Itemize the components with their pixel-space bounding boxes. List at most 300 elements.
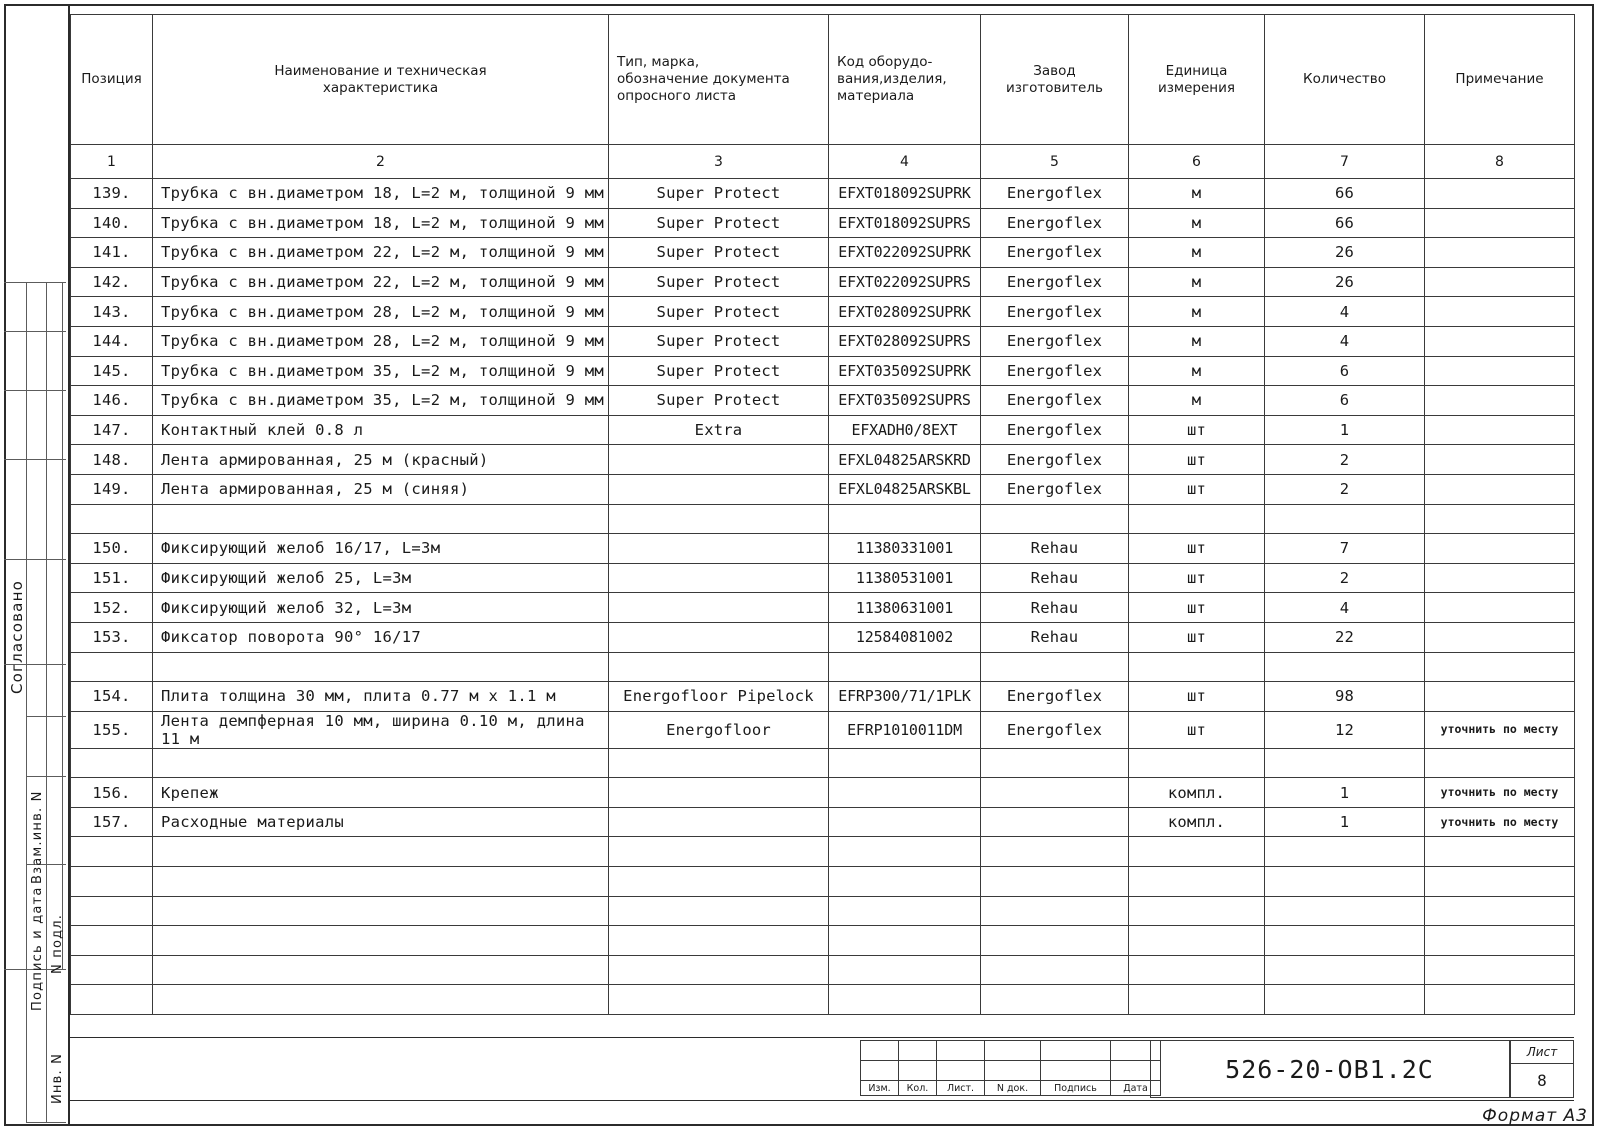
revision-cell[interactable] bbox=[985, 1041, 1041, 1061]
cell-code[interactable] bbox=[829, 504, 981, 534]
table-row bbox=[71, 415, 1575, 445]
cell-unit[interactable] bbox=[1129, 504, 1265, 534]
cell-position[interactable]: 157. bbox=[71, 807, 153, 837]
cell-manufacturer[interactable]: Energoflex bbox=[981, 267, 1129, 297]
header-equipment-code: Код оборудо- вания,изделия, материала bbox=[829, 15, 981, 145]
cell-code[interactable] bbox=[829, 955, 981, 985]
cell-position[interactable]: 155. bbox=[71, 711, 153, 748]
cell-code[interactable]: EFXADH0/8EXT bbox=[829, 415, 981, 445]
cell-position[interactable] bbox=[71, 867, 153, 897]
cell-note[interactable]: уточнить по месту bbox=[1425, 807, 1575, 837]
cell-code[interactable] bbox=[829, 807, 981, 837]
header-manufacturer: Завод изготовитель bbox=[981, 15, 1129, 145]
cell-note[interactable] bbox=[1425, 179, 1575, 209]
table-row bbox=[71, 926, 1575, 956]
cell-quantity[interactable]: 26 bbox=[1265, 238, 1425, 268]
cell-quantity[interactable] bbox=[1265, 985, 1425, 1015]
cell-note[interactable] bbox=[1425, 837, 1575, 867]
cell-name[interactable] bbox=[153, 837, 609, 867]
revision-label-list: Лист. bbox=[937, 1081, 985, 1096]
cell-position[interactable]: 153. bbox=[71, 622, 153, 652]
cell-name[interactable]: Трубка с вн.диаметром 35, L=2 м, толщиной 9 мм bbox=[153, 386, 609, 416]
cell-type[interactable] bbox=[609, 778, 829, 808]
cell-quantity[interactable] bbox=[1265, 926, 1425, 956]
cell-type[interactable] bbox=[609, 837, 829, 867]
cell-code[interactable]: 11380631001 bbox=[829, 593, 981, 623]
table-row bbox=[71, 593, 1575, 623]
cell-name[interactable]: Лента армированная, 25 м (красный) bbox=[153, 445, 609, 475]
cell-manufacturer[interactable]: Energoflex bbox=[981, 711, 1129, 748]
cell-name[interactable]: Расходные материалы bbox=[153, 807, 609, 837]
cell-name[interactable]: Трубка с вн.диаметром 28, L=2 м, толщиной 9 мм bbox=[153, 297, 609, 327]
cell-code[interactable]: 11380531001 bbox=[829, 563, 981, 593]
cell-unit[interactable]: шт bbox=[1129, 445, 1265, 475]
cell-type[interactable] bbox=[609, 748, 829, 778]
revision-cell[interactable] bbox=[861, 1061, 899, 1081]
colnum-2: 2 bbox=[153, 145, 609, 179]
cell-note[interactable] bbox=[1425, 955, 1575, 985]
cell-unit[interactable] bbox=[1129, 896, 1265, 926]
colnum-4: 4 bbox=[829, 145, 981, 179]
cell-note[interactable] bbox=[1425, 356, 1575, 386]
cell-manufacturer[interactable] bbox=[981, 837, 1129, 867]
cell-position[interactable]: 139. bbox=[71, 179, 153, 209]
cell-position[interactable]: 142. bbox=[71, 267, 153, 297]
cell-manufacturer[interactable]: Energoflex bbox=[981, 386, 1129, 416]
cell-quantity[interactable] bbox=[1265, 867, 1425, 897]
cell-note[interactable] bbox=[1425, 297, 1575, 327]
cell-note[interactable] bbox=[1425, 267, 1575, 297]
left-stamp-column bbox=[4, 4, 70, 1126]
cell-note[interactable] bbox=[1425, 622, 1575, 652]
cell-type[interactable] bbox=[609, 504, 829, 534]
cell-manufacturer[interactable]: Energoflex bbox=[981, 179, 1129, 209]
cell-quantity[interactable]: 4 bbox=[1265, 297, 1425, 327]
table-row bbox=[71, 807, 1575, 837]
cell-manufacturer[interactable]: Energoflex bbox=[981, 326, 1129, 356]
cell-type[interactable]: Super Protect bbox=[609, 179, 829, 209]
cell-unit[interactable] bbox=[1129, 867, 1265, 897]
cell-quantity[interactable] bbox=[1265, 748, 1425, 778]
cell-position[interactable]: 147. bbox=[71, 415, 153, 445]
cell-type[interactable] bbox=[609, 807, 829, 837]
cell-name[interactable] bbox=[153, 896, 609, 926]
table-row bbox=[71, 179, 1575, 209]
cell-quantity[interactable]: 26 bbox=[1265, 267, 1425, 297]
cell-unit[interactable] bbox=[1129, 837, 1265, 867]
cell-quantity[interactable] bbox=[1265, 504, 1425, 534]
revision-cell[interactable] bbox=[937, 1061, 985, 1081]
cell-position[interactable]: 146. bbox=[71, 386, 153, 416]
cell-unit[interactable]: м bbox=[1129, 179, 1265, 209]
cell-position[interactable]: 156. bbox=[71, 778, 153, 808]
cell-type[interactable] bbox=[609, 926, 829, 956]
colnum-8: 8 bbox=[1425, 145, 1575, 179]
cell-unit[interactable]: шт bbox=[1129, 415, 1265, 445]
cell-name[interactable]: Лента армированная, 25 м (синяя) bbox=[153, 474, 609, 504]
cell-manufacturer[interactable]: Energoflex bbox=[981, 297, 1129, 327]
cell-name[interactable]: Трубка с вн.диаметром 22, L=2 м, толщиной 9 мм bbox=[153, 267, 609, 297]
cell-code[interactable]: EFXT018092SUPRK bbox=[829, 179, 981, 209]
cell-note[interactable] bbox=[1425, 896, 1575, 926]
cell-quantity[interactable]: 6 bbox=[1265, 386, 1425, 416]
cell-position[interactable]: 151. bbox=[71, 563, 153, 593]
cell-unit[interactable]: м bbox=[1129, 208, 1265, 238]
cell-name[interactable]: Фиксирующий желоб 16/17, L=3м bbox=[153, 534, 609, 564]
cell-manufacturer[interactable]: Energoflex bbox=[981, 445, 1129, 475]
cell-note[interactable] bbox=[1425, 926, 1575, 956]
label-soglasovano: Согласовано bbox=[8, 580, 26, 694]
cell-unit[interactable]: м bbox=[1129, 238, 1265, 268]
cell-type[interactable]: Super Protect bbox=[609, 208, 829, 238]
revision-cell[interactable] bbox=[985, 1061, 1041, 1081]
cell-quantity[interactable]: 6 bbox=[1265, 356, 1425, 386]
cell-quantity[interactable] bbox=[1265, 896, 1425, 926]
cell-quantity[interactable]: 4 bbox=[1265, 593, 1425, 623]
cell-quantity[interactable] bbox=[1265, 652, 1425, 682]
cell-code[interactable]: EFXL04825ARSKBL bbox=[829, 474, 981, 504]
cell-unit[interactable]: шт bbox=[1129, 474, 1265, 504]
table-row bbox=[71, 985, 1575, 1015]
cell-quantity[interactable]: 2 bbox=[1265, 474, 1425, 504]
cell-name[interactable]: Фиксирующий желоб 25, L=3м bbox=[153, 563, 609, 593]
cell-name[interactable]: Трубка с вн.диаметром 22, L=2 м, толщиной 9 мм bbox=[153, 238, 609, 268]
table-row bbox=[71, 711, 1575, 748]
cell-note[interactable] bbox=[1425, 504, 1575, 534]
cell-type[interactable]: Super Protect bbox=[609, 238, 829, 268]
cell-name[interactable]: Лента демпферная 10 мм, ширина 0.10 м, длина 11 м bbox=[153, 711, 609, 748]
cell-note[interactable]: уточнить по месту bbox=[1425, 711, 1575, 748]
table-row bbox=[71, 896, 1575, 926]
cell-note[interactable] bbox=[1425, 652, 1575, 682]
table-row bbox=[71, 778, 1575, 808]
cell-name[interactable] bbox=[153, 926, 609, 956]
cell-name[interactable]: Контактный клей 0.8 л bbox=[153, 415, 609, 445]
header-type-mark: Тип, марка, обозначение документа опросного листа bbox=[609, 15, 829, 145]
cell-note[interactable] bbox=[1425, 474, 1575, 504]
column-number-row bbox=[71, 145, 1575, 179]
cell-name[interactable] bbox=[153, 504, 609, 534]
revision-cell[interactable] bbox=[1041, 1061, 1111, 1081]
table-row bbox=[71, 386, 1575, 416]
sheet-label: Лист bbox=[1511, 1041, 1573, 1064]
table-row bbox=[71, 267, 1575, 297]
cell-type[interactable] bbox=[609, 534, 829, 564]
cell-manufacturer[interactable] bbox=[981, 955, 1129, 985]
cell-code[interactable]: EFXT028092SUPRS bbox=[829, 326, 981, 356]
table-row bbox=[71, 356, 1575, 386]
cell-quantity[interactable]: 1 bbox=[1265, 778, 1425, 808]
cell-name[interactable] bbox=[153, 748, 609, 778]
cell-unit[interactable]: м bbox=[1129, 326, 1265, 356]
colnum-3: 3 bbox=[609, 145, 829, 179]
cell-note[interactable] bbox=[1425, 682, 1575, 712]
cell-type[interactable] bbox=[609, 896, 829, 926]
table-row bbox=[71, 326, 1575, 356]
cell-type[interactable]: Energofloor Pipelock bbox=[609, 682, 829, 712]
cell-position[interactable]: 140. bbox=[71, 208, 153, 238]
cell-manufacturer[interactable] bbox=[981, 652, 1129, 682]
cell-quantity[interactable] bbox=[1265, 955, 1425, 985]
cell-note[interactable] bbox=[1425, 985, 1575, 1015]
cell-code[interactable] bbox=[829, 652, 981, 682]
specification-table-wrapper bbox=[70, 14, 1574, 1024]
cell-name[interactable]: Фиксатор поворота 90° 16/17 bbox=[153, 622, 609, 652]
table-row bbox=[71, 445, 1575, 475]
title-block-top-rule bbox=[70, 1037, 1574, 1038]
cell-position[interactable]: 144. bbox=[71, 326, 153, 356]
label-podpis-i-data: Подпись и дата bbox=[30, 886, 45, 1011]
cell-manufacturer[interactable]: Energoflex bbox=[981, 238, 1129, 268]
cell-code[interactable]: EFXT022092SUPRS bbox=[829, 267, 981, 297]
cell-manufacturer[interactable] bbox=[981, 748, 1129, 778]
cell-note[interactable] bbox=[1425, 593, 1575, 623]
cell-type[interactable]: Super Protect bbox=[609, 326, 829, 356]
cell-code[interactable] bbox=[829, 896, 981, 926]
cell-name[interactable] bbox=[153, 867, 609, 897]
revision-label-data: Дата bbox=[1111, 1081, 1161, 1096]
cell-code[interactable] bbox=[829, 867, 981, 897]
left-stamp-rule bbox=[4, 282, 66, 283]
cell-quantity[interactable]: 98 bbox=[1265, 682, 1425, 712]
cell-unit[interactable]: компл. bbox=[1129, 778, 1265, 808]
cell-note[interactable] bbox=[1425, 415, 1575, 445]
cell-type[interactable]: Super Protect bbox=[609, 267, 829, 297]
cell-type[interactable] bbox=[609, 622, 829, 652]
cell-name[interactable] bbox=[153, 955, 609, 985]
revision-cell[interactable] bbox=[899, 1041, 937, 1061]
cell-manufacturer[interactable] bbox=[981, 504, 1129, 534]
cell-type[interactable]: Extra bbox=[609, 415, 829, 445]
colnum-6: 6 bbox=[1129, 145, 1265, 179]
revision-label-row bbox=[861, 1081, 1161, 1096]
cell-note[interactable] bbox=[1425, 238, 1575, 268]
cell-unit[interactable]: шт bbox=[1129, 534, 1265, 564]
cell-unit[interactable]: шт bbox=[1129, 682, 1265, 712]
cell-position[interactable] bbox=[71, 896, 153, 926]
cell-unit[interactable]: м bbox=[1129, 267, 1265, 297]
cell-unit[interactable] bbox=[1129, 652, 1265, 682]
cell-type[interactable] bbox=[609, 867, 829, 897]
table-row bbox=[71, 474, 1575, 504]
cell-position[interactable] bbox=[71, 748, 153, 778]
cell-code[interactable]: EFXT018092SUPRS bbox=[829, 208, 981, 238]
cell-quantity[interactable]: 2 bbox=[1265, 563, 1425, 593]
cell-manufacturer[interactable] bbox=[981, 985, 1129, 1015]
cell-name[interactable]: Трубка с вн.диаметром 28, L=2 м, толщиной 9 мм bbox=[153, 326, 609, 356]
format-label: Формат А3 bbox=[1482, 1106, 1588, 1126]
cell-position[interactable]: 149. bbox=[71, 474, 153, 504]
cell-quantity[interactable]: 4 bbox=[1265, 326, 1425, 356]
cell-position[interactable] bbox=[71, 504, 153, 534]
cell-note[interactable] bbox=[1425, 445, 1575, 475]
colnum-7: 7 bbox=[1265, 145, 1425, 179]
cell-type[interactable]: Super Protect bbox=[609, 297, 829, 327]
cell-name[interactable]: Трубка с вн.диаметром 18, L=2 м, толщиной 9 мм bbox=[153, 179, 609, 209]
cell-name[interactable]: Крепеж bbox=[153, 778, 609, 808]
cell-code[interactable]: EFXT028092SUPRK bbox=[829, 297, 981, 327]
revision-label-izm: Изм. bbox=[861, 1081, 899, 1096]
cell-code[interactable]: EFXT035092SUPRK bbox=[829, 356, 981, 386]
cell-position[interactable]: 150. bbox=[71, 534, 153, 564]
cell-unit[interactable]: шт bbox=[1129, 622, 1265, 652]
cell-code[interactable]: 12584081002 bbox=[829, 622, 981, 652]
cell-manufacturer[interactable]: Rehau bbox=[981, 593, 1129, 623]
cell-quantity[interactable]: 12 bbox=[1265, 711, 1425, 748]
cell-name[interactable]: Плита толщина 30 мм, плита 0.77 м х 1.1 м bbox=[153, 682, 609, 712]
table-row bbox=[71, 867, 1575, 897]
header-position: Позиция bbox=[71, 15, 153, 145]
colnum-1: 1 bbox=[71, 145, 153, 179]
table-row bbox=[71, 238, 1575, 268]
cell-code[interactable]: EFRP1010011DM bbox=[829, 711, 981, 748]
title-block-bottom-rule bbox=[70, 1100, 1574, 1101]
cell-note[interactable]: уточнить по месту bbox=[1425, 778, 1575, 808]
cell-code[interactable] bbox=[829, 926, 981, 956]
cell-manufacturer[interactable]: Energoflex bbox=[981, 682, 1129, 712]
table-row bbox=[71, 208, 1575, 238]
cell-position[interactable]: 143. bbox=[71, 297, 153, 327]
cell-code[interactable]: EFXT035092SUPRS bbox=[829, 386, 981, 416]
cell-position[interactable] bbox=[71, 985, 153, 1015]
header-note: Примечание bbox=[1425, 15, 1575, 145]
cell-quantity[interactable]: 7 bbox=[1265, 534, 1425, 564]
cell-quantity[interactable]: 1 bbox=[1265, 807, 1425, 837]
left-stamp-rule bbox=[4, 390, 66, 391]
cell-note[interactable] bbox=[1425, 326, 1575, 356]
header-quantity: Количество bbox=[1265, 15, 1425, 145]
label-inv-n-podl: Инв. N bbox=[50, 1052, 65, 1104]
revision-cell[interactable] bbox=[937, 1041, 985, 1061]
cell-code[interactable] bbox=[829, 778, 981, 808]
cell-code[interactable]: EFRP300/71/1PLK bbox=[829, 682, 981, 712]
cell-name[interactable] bbox=[153, 652, 609, 682]
table-row bbox=[71, 622, 1575, 652]
cell-unit[interactable]: шт bbox=[1129, 563, 1265, 593]
revision-cell[interactable] bbox=[861, 1041, 899, 1061]
cell-position[interactable] bbox=[71, 837, 153, 867]
revision-label-ndok: N док. bbox=[985, 1081, 1041, 1096]
cell-manufacturer[interactable]: Rehau bbox=[981, 622, 1129, 652]
cell-unit[interactable]: шт bbox=[1129, 593, 1265, 623]
cell-code[interactable]: EFXT022092SUPRK bbox=[829, 238, 981, 268]
table-row bbox=[71, 652, 1575, 682]
cell-quantity[interactable]: 2 bbox=[1265, 445, 1425, 475]
cell-manufacturer[interactable]: Energoflex bbox=[981, 415, 1129, 445]
cell-unit[interactable]: м bbox=[1129, 297, 1265, 327]
cell-type[interactable] bbox=[609, 652, 829, 682]
document-code: 526-20-ОВ1.2С bbox=[1150, 1040, 1510, 1098]
revision-grid bbox=[860, 1040, 1161, 1096]
cell-manufacturer[interactable]: Energoflex bbox=[981, 474, 1129, 504]
cell-position[interactable]: 148. bbox=[71, 445, 153, 475]
cell-type[interactable] bbox=[609, 985, 829, 1015]
table-row bbox=[71, 955, 1575, 985]
cell-unit[interactable] bbox=[1129, 955, 1265, 985]
table-row bbox=[71, 682, 1575, 712]
cell-position[interactable] bbox=[71, 652, 153, 682]
cell-code[interactable] bbox=[829, 748, 981, 778]
cell-type[interactable]: Energofloor bbox=[609, 711, 829, 748]
title-block bbox=[860, 1040, 1574, 1098]
cell-quantity[interactable]: 1 bbox=[1265, 415, 1425, 445]
cell-position[interactable]: 145. bbox=[71, 356, 153, 386]
cell-manufacturer[interactable]: Energoflex bbox=[981, 208, 1129, 238]
cell-unit[interactable]: шт bbox=[1129, 711, 1265, 748]
table-body bbox=[71, 179, 1575, 1015]
cell-type[interactable] bbox=[609, 445, 829, 475]
cell-quantity[interactable]: 66 bbox=[1265, 208, 1425, 238]
cell-type[interactable] bbox=[609, 474, 829, 504]
cell-unit[interactable]: компл. bbox=[1129, 807, 1265, 837]
cell-position[interactable]: 141. bbox=[71, 238, 153, 268]
cell-quantity[interactable]: 22 bbox=[1265, 622, 1425, 652]
header-name-and-spec: Наименование и техническая характеристика bbox=[153, 15, 609, 145]
cell-note[interactable] bbox=[1425, 386, 1575, 416]
revision-cell[interactable] bbox=[899, 1061, 937, 1081]
cell-manufacturer[interactable] bbox=[981, 926, 1129, 956]
cell-unit[interactable]: м bbox=[1129, 356, 1265, 386]
cell-note[interactable] bbox=[1425, 867, 1575, 897]
cell-type[interactable]: Super Protect bbox=[609, 356, 829, 386]
cell-manufacturer[interactable]: Rehau bbox=[981, 563, 1129, 593]
cell-position[interactable]: 154. bbox=[71, 682, 153, 712]
cell-manufacturer[interactable] bbox=[981, 867, 1129, 897]
cell-manufacturer[interactable]: Energoflex bbox=[981, 356, 1129, 386]
cell-type[interactable] bbox=[609, 593, 829, 623]
cell-unit[interactable] bbox=[1129, 985, 1265, 1015]
table-header bbox=[71, 15, 1575, 179]
cell-manufacturer[interactable]: Rehau bbox=[981, 534, 1129, 564]
cell-type[interactable] bbox=[609, 955, 829, 985]
cell-type[interactable]: Super Protect bbox=[609, 386, 829, 416]
table-row bbox=[71, 748, 1575, 778]
cell-unit[interactable] bbox=[1129, 748, 1265, 778]
cell-name[interactable]: Трубка с вн.диаметром 18, L=2 м, толщиной 9 мм bbox=[153, 208, 609, 238]
revision-cell[interactable] bbox=[1041, 1041, 1111, 1061]
cell-code[interactable]: 11380331001 bbox=[829, 534, 981, 564]
cell-note[interactable] bbox=[1425, 208, 1575, 238]
cell-manufacturer[interactable] bbox=[981, 778, 1129, 808]
cell-note[interactable] bbox=[1425, 534, 1575, 564]
table-row bbox=[71, 563, 1575, 593]
cell-position[interactable] bbox=[71, 955, 153, 985]
cell-note[interactable] bbox=[1425, 748, 1575, 778]
cell-code[interactable] bbox=[829, 985, 981, 1015]
specification-table bbox=[70, 14, 1575, 1015]
cell-manufacturer[interactable] bbox=[981, 807, 1129, 837]
cell-type[interactable] bbox=[609, 563, 829, 593]
left-stamp-vrule bbox=[46, 764, 47, 1122]
cell-name[interactable]: Трубка с вн.диаметром 35, L=2 м, толщиной 9 мм bbox=[153, 356, 609, 386]
cell-name[interactable]: Фиксирующий желоб 32, L=3м bbox=[153, 593, 609, 623]
label-vzam-inv: Взам.инв. N bbox=[30, 790, 45, 884]
cell-quantity[interactable] bbox=[1265, 837, 1425, 867]
cell-position[interactable]: 152. bbox=[71, 593, 153, 623]
cell-position[interactable] bbox=[71, 926, 153, 956]
cell-name[interactable] bbox=[153, 985, 609, 1015]
left-stamp-vrule bbox=[26, 764, 27, 1122]
label-n-podl: N подл. bbox=[50, 913, 65, 974]
cell-manufacturer[interactable] bbox=[981, 896, 1129, 926]
cell-unit[interactable]: м bbox=[1129, 386, 1265, 416]
cell-note[interactable] bbox=[1425, 563, 1575, 593]
cell-unit[interactable] bbox=[1129, 926, 1265, 956]
cell-quantity[interactable]: 66 bbox=[1265, 179, 1425, 209]
cell-code[interactable] bbox=[829, 837, 981, 867]
cell-code[interactable]: EFXL04825ARSKRD bbox=[829, 445, 981, 475]
revision-blank-row bbox=[861, 1061, 1161, 1081]
